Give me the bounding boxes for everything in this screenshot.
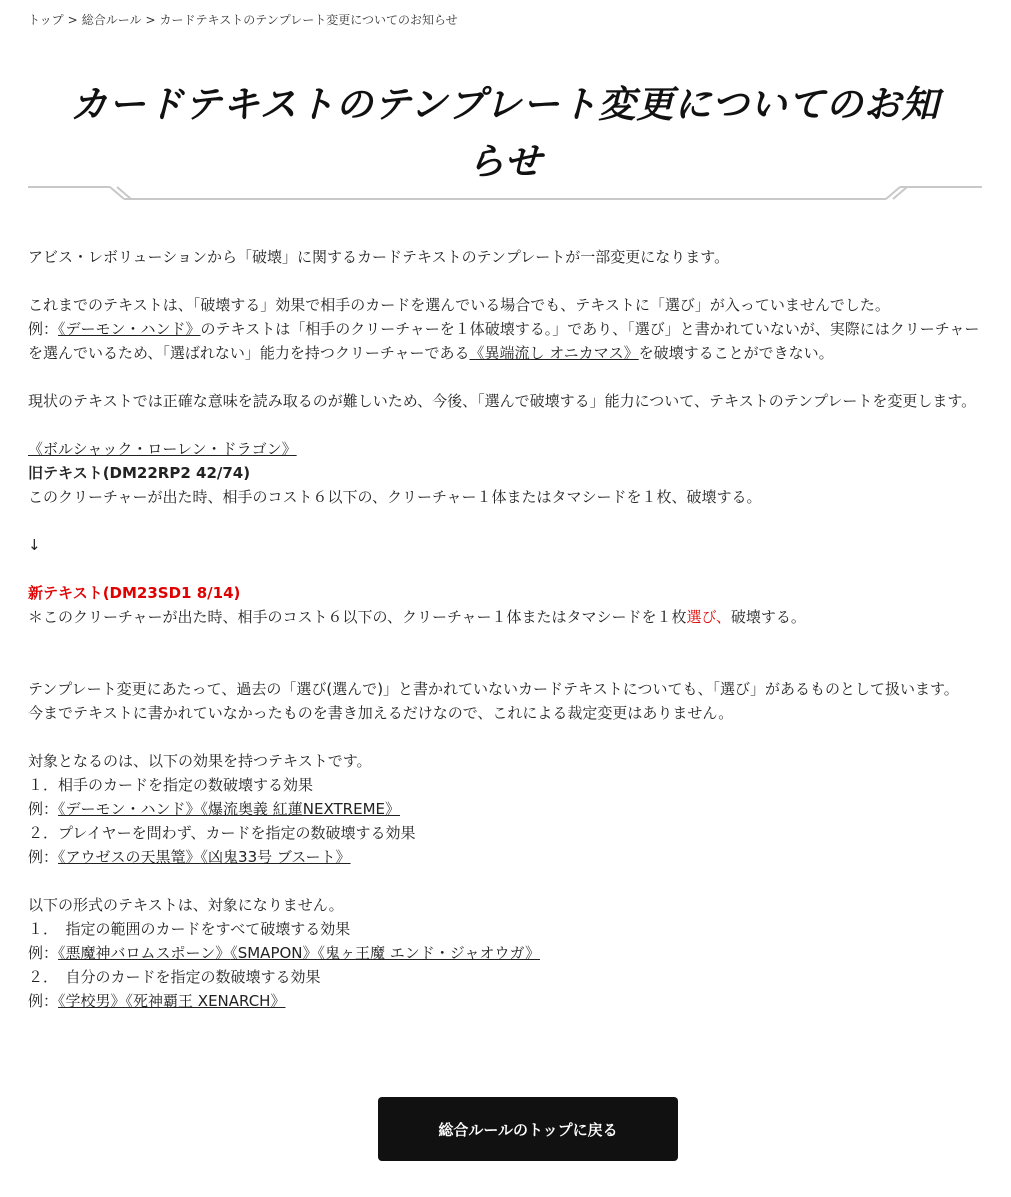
card-link-onikamasu[interactable]: 《異端流し オニカマス》 xyxy=(469,344,639,362)
breadcrumb xyxy=(28,11,458,28)
non-targets-heading: 以下の形式のテキストは、対象になりません。 xyxy=(28,896,344,914)
card-link[interactable]: 《鬼ヶ王魔 エンド・ジャオウガ》 xyxy=(317,944,540,962)
target-item-2: ２．プレイヤーを問わず、カードを指定の数破壊する効果 xyxy=(28,824,416,842)
page-title xyxy=(28,76,982,190)
example-description: のテキストは「相手のクリーチャーを１体破壊する。」であり、「選び」と書かれていないが、実際にはクリーチャーを選んでいるため、「選ばれない」能力を持つクリーチャーである xyxy=(28,320,980,362)
target-item-1-examples xyxy=(28,797,988,821)
example-prefix: 例： xyxy=(28,992,59,1010)
breadcrumb-separator: > xyxy=(67,13,78,27)
page-title-line2: らせ xyxy=(467,140,543,183)
card-link[interactable]: 《凶鬼33号 ブスート》 xyxy=(200,848,351,866)
old-text: このクリーチャーが出た時、相手のコスト６以下の、クリーチャー１体またはタマシードを１枚、破壊する。 xyxy=(28,488,762,506)
card-link[interactable]: 《爆流奥義 紅蓮NEXTREME》 xyxy=(200,800,400,818)
example-paragraph xyxy=(28,317,988,365)
card-link[interactable]: 《アウゼスの天黒篭》 xyxy=(58,848,201,866)
card-link[interactable]: 《学校男》 xyxy=(58,992,126,1010)
new-text-highlight: 選び、 xyxy=(686,608,731,626)
breadcrumb-separator: > xyxy=(145,13,156,27)
breadcrumb-category-link[interactable]: 総合ルール xyxy=(81,13,142,27)
old-text-label: 旧テキスト(DM22RP2 42/74) xyxy=(28,464,251,482)
breadcrumb-home-link[interactable]: トップ xyxy=(28,13,64,27)
target-item-2-examples xyxy=(28,845,988,869)
card-link[interactable]: 《死神覇王 XENARCH》 xyxy=(125,992,286,1010)
new-text-after: 破壊する。 xyxy=(730,608,806,626)
page-title-line1: カードテキストのテンプレート変更についてのお知 xyxy=(70,83,940,126)
non-target-item-1-examples xyxy=(28,941,988,965)
card-link-demon-hand[interactable]: 《デーモン・ハンド》 xyxy=(58,320,201,338)
card-link-bolshack-loren-dragon[interactable]: 《ボルシャック・ローレン・ドラゴン》 xyxy=(28,440,297,458)
new-text-before: ＊このクリーチャーが出た時、相手のコスト６以下の、クリーチャー１体またはタマシードを１枚 xyxy=(28,608,687,626)
article-body xyxy=(28,245,988,1013)
arrow-down: ↓ xyxy=(28,536,41,554)
example-prefix: 例： xyxy=(28,848,59,866)
non-target-item-1: １． 指定の範囲のカードをすべて破壊する効果 xyxy=(28,920,351,938)
non-target-item-2: ２． 自分のカードを指定の数破壊する効果 xyxy=(28,968,321,986)
example-card-line xyxy=(28,437,988,461)
intro-text: アビス・レボリューションから「破壊」に関するカードテキストのテンプレートが一部変更になります。 xyxy=(28,248,730,266)
breadcrumb-current: カードテキストのテンプレート変更についてのお知らせ xyxy=(159,13,458,27)
targets-heading: 対象となるのは、以下の効果を持つテキストです。 xyxy=(28,752,372,770)
previous-text-explanation: これまでのテキストは、「破壊する」効果で相手のカードを選んでいる場合でも、テキストに「選び」が入っていませんでした。 xyxy=(28,296,890,314)
example-suffix: を破壊することができない。 xyxy=(638,344,834,362)
target-item-1: １．相手のカードを指定の数破壊する効果 xyxy=(28,776,314,794)
non-target-item-2-examples xyxy=(28,989,988,1013)
new-text-label: 新テキスト(DM23SD1 8/14) xyxy=(28,584,241,602)
back-to-rules-top-button[interactable]: 総合ルールのトップに戻る xyxy=(378,1097,678,1161)
card-link[interactable]: 《デーモン・ハンド》 xyxy=(58,800,201,818)
example-prefix: 例： xyxy=(28,944,59,962)
new-text xyxy=(28,605,988,629)
example-prefix: 例： xyxy=(28,320,59,338)
card-link[interactable]: 《SMAPON》 xyxy=(230,944,318,962)
template-change-note: テンプレート変更にあたって、過去の「選び(選んで)」と書かれていないカードテキストについても、「選び」があるものとして扱います。 xyxy=(28,680,959,698)
no-ruling-change-note: 今までテキストに書かれていなかったものを書き加えるだけなので、これによる裁定変更はありません。 xyxy=(28,704,734,722)
change-reason-text: 現状のテキストでは正確な意味を読み取るのが難しいため、今後、「選んで破壊する」能力について、テキストのテンプレートを変更します。 xyxy=(28,392,977,410)
example-prefix: 例： xyxy=(28,800,59,818)
card-link[interactable]: 《悪魔神バロムスポーン》 xyxy=(58,944,231,962)
title-divider xyxy=(28,183,982,203)
